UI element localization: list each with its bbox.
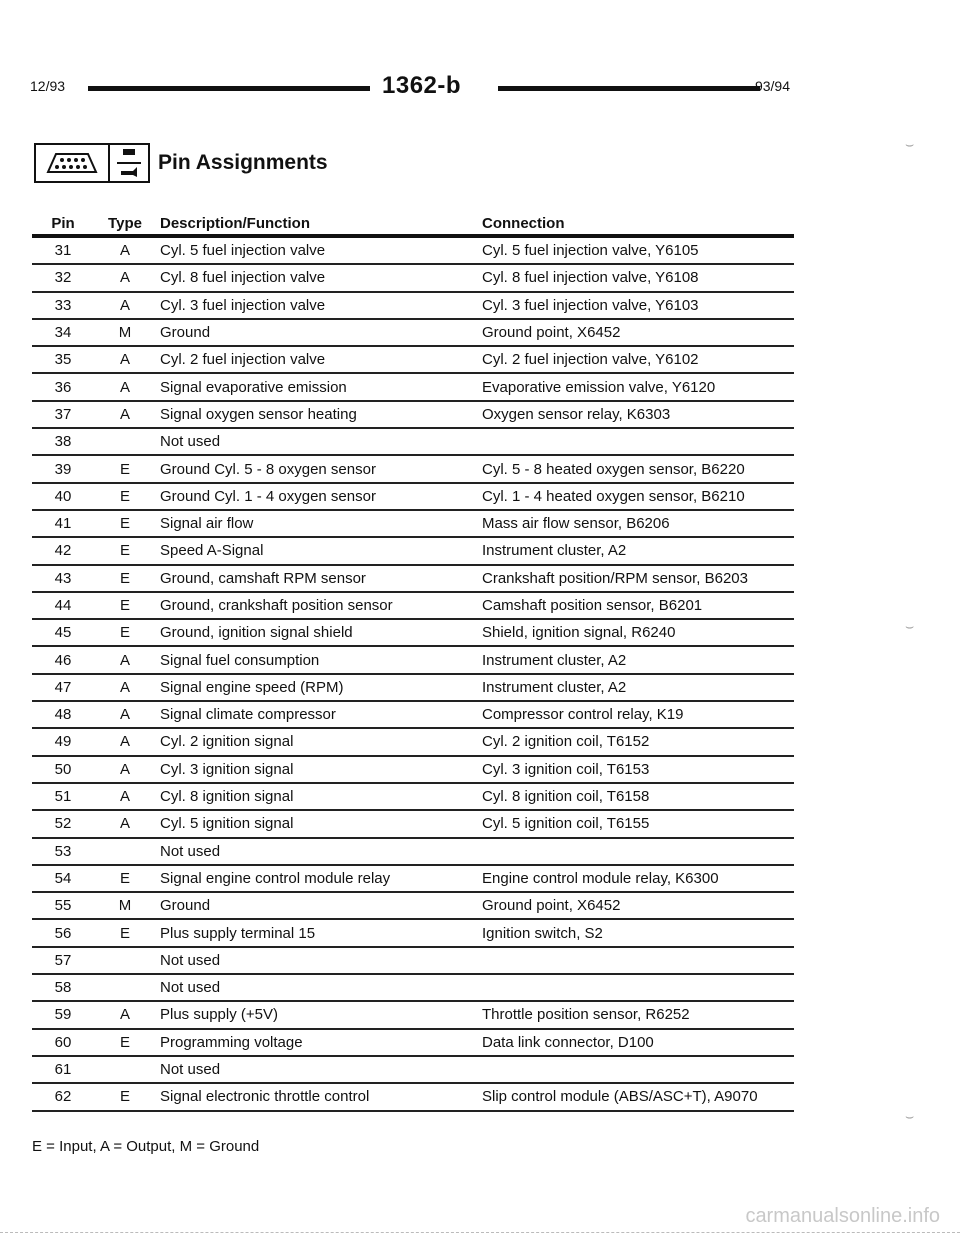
cell-type: E <box>119 515 130 533</box>
cell-type: E <box>119 869 130 887</box>
table-row <box>32 975 794 1002</box>
cell-pin: 48 <box>54 706 72 724</box>
cell-pin: 58 <box>54 979 72 997</box>
cell-type: M <box>118 324 132 342</box>
table-row <box>32 920 794 947</box>
cell-pin: 51 <box>54 788 72 806</box>
cell-description: Plus supply (+5V) <box>160 1006 278 1024</box>
cell-description: Cyl. 5 ignition signal <box>160 815 294 833</box>
column-header-type: Type <box>108 214 142 232</box>
cell-type: A <box>119 788 130 806</box>
cell-pin: 42 <box>54 542 72 560</box>
cell-connection: Cyl. 2 ignition coil, T6152 <box>482 733 650 751</box>
page-title: Pin Assignments <box>158 151 328 174</box>
table-row <box>32 702 794 729</box>
cell-connection: Cyl. 3 fuel injection valve, Y6103 <box>482 296 699 314</box>
page-number: 1362-b <box>382 72 462 99</box>
cell-type: E <box>119 487 130 505</box>
table-row <box>32 347 794 374</box>
cell-type: E <box>119 597 130 614</box>
cell-pin: 34 <box>54 324 72 342</box>
header-date-right: 93/94 <box>754 78 790 94</box>
cell-description: Programming voltage <box>160 1033 303 1051</box>
cell-description: Ground <box>160 324 211 342</box>
cell-description: Signal fuel consumption <box>160 651 320 669</box>
cell-connection: Camshaft position sensor, B6201 <box>482 597 703 614</box>
cell-connection: Throttle position sensor, R6252 <box>482 1006 690 1024</box>
cell-description: Not used <box>160 951 221 969</box>
cell-connection: Oxygen sensor relay, K6303 <box>482 405 671 423</box>
table-row <box>32 757 794 784</box>
cell-description: Not used <box>160 433 221 451</box>
table-row <box>32 511 794 538</box>
cell-connection: Slip control module (ABS/ASC+T), A9070 <box>482 1088 758 1106</box>
cell-pin: 38 <box>54 433 72 451</box>
cell-pin: 47 <box>54 678 72 696</box>
table-row <box>32 1084 794 1111</box>
cell-connection: Mass air flow sensor, B6206 <box>482 515 670 533</box>
table-row <box>32 647 794 674</box>
cell-pin: 32 <box>54 269 72 287</box>
cell-pin: 44 <box>54 597 72 614</box>
cell-pin: 56 <box>54 924 72 942</box>
cell-type: M <box>118 897 132 915</box>
table-row <box>32 429 794 456</box>
cell-description: Signal air flow <box>160 515 254 533</box>
table-row <box>32 1002 794 1029</box>
table-row <box>32 729 794 756</box>
cell-pin: 39 <box>54 460 72 478</box>
cell-type: A <box>119 378 130 396</box>
cell-description: Not used <box>160 1061 221 1079</box>
cell-pin: 59 <box>54 1006 72 1024</box>
cell-type: A <box>119 351 130 369</box>
cell-type: A <box>119 706 130 724</box>
cell-pin: 50 <box>54 760 72 778</box>
table-row <box>32 948 794 975</box>
cell-pin: 43 <box>54 569 72 587</box>
table-row <box>32 839 794 866</box>
table-row <box>32 675 794 702</box>
table-row <box>32 265 794 292</box>
cell-pin: 60 <box>54 1033 72 1051</box>
cell-description: Speed A-Signal <box>160 542 264 560</box>
cell-type: A <box>119 242 130 260</box>
cell-pin: 49 <box>54 733 72 751</box>
cell-connection: Instrument cluster, A2 <box>482 678 627 696</box>
cell-pin: 57 <box>54 951 72 969</box>
cell-type: A <box>119 815 130 833</box>
cell-connection: Cyl. 8 fuel injection valve, Y6108 <box>482 269 699 287</box>
cell-type: A <box>119 269 130 287</box>
cell-connection: Cyl. 2 fuel injection valve, Y6102 <box>482 351 699 369</box>
cell-pin: 52 <box>54 815 72 833</box>
table-header <box>32 212 794 238</box>
cell-description: Signal engine speed (RPM) <box>160 678 344 696</box>
cell-description: Signal electronic throttle control <box>160 1088 370 1106</box>
cell-pin: 53 <box>54 842 72 860</box>
cell-pin: 33 <box>54 296 72 314</box>
column-header-connection: Connection <box>482 214 565 232</box>
column-header-pin: Pin <box>51 214 75 232</box>
cell-connection: Ignition switch, S2 <box>482 924 603 942</box>
cell-description: Plus supply terminal 15 <box>160 924 316 942</box>
table-row <box>32 320 794 347</box>
ecu-connector-icon <box>34 143 110 183</box>
cell-type: E <box>119 460 130 478</box>
table-row <box>32 402 794 429</box>
table-row <box>32 484 794 511</box>
cell-pin: 37 <box>54 405 72 423</box>
cell-description: Signal oxygen sensor heating <box>160 405 357 423</box>
cell-description: Ground, crankshaft position sensor <box>160 597 393 614</box>
cell-description: Cyl. 8 fuel injection valve <box>160 269 326 287</box>
cell-type: A <box>119 1006 130 1024</box>
cell-type: A <box>119 733 130 751</box>
cell-pin: 40 <box>54 487 72 505</box>
cell-type: A <box>119 760 130 778</box>
cell-type: E <box>119 542 130 560</box>
cell-pin: 31 <box>54 242 72 260</box>
cell-connection: Cyl. 1 - 4 heated oxygen sensor, B6210 <box>482 487 745 505</box>
cell-pin: 62 <box>54 1088 72 1106</box>
cell-type: E <box>119 624 130 642</box>
cell-type: E <box>119 1033 130 1051</box>
cell-type: E <box>119 924 130 942</box>
table-row <box>32 1030 794 1057</box>
scan-mark: ⌣ <box>905 618 915 634</box>
cell-connection: Engine control module relay, K6300 <box>482 869 719 887</box>
cell-type: E <box>119 1088 130 1106</box>
plug-icon <box>110 143 150 183</box>
cell-connection: Ground point, X6452 <box>482 897 621 915</box>
type-legend: E = Input, A = Output, M = Ground <box>32 1138 260 1155</box>
cell-type: A <box>119 296 130 314</box>
cell-pin: 55 <box>54 897 72 915</box>
table-row <box>32 893 794 920</box>
header-date-left: 12/93 <box>30 78 66 94</box>
section-title-block <box>34 141 328 185</box>
cell-connection: Cyl. 5 ignition coil, T6155 <box>482 815 650 833</box>
cell-connection: Cyl. 8 ignition coil, T6158 <box>482 788 650 806</box>
scan-mark: ⌣ <box>905 136 915 152</box>
header-rule-left <box>88 86 370 91</box>
cell-connection: Cyl. 3 ignition coil, T6153 <box>482 760 650 778</box>
cell-description: Not used <box>160 842 221 860</box>
table-row <box>32 620 794 647</box>
cell-description: Cyl. 2 ignition signal <box>160 733 294 751</box>
header-rule-right <box>498 86 760 91</box>
cell-description: Cyl. 5 fuel injection valve <box>160 242 326 260</box>
table-row <box>32 566 794 593</box>
cell-description: Signal climate compressor <box>160 706 336 724</box>
cell-type: A <box>119 678 130 696</box>
cell-description: Cyl. 3 ignition signal <box>160 760 294 778</box>
cell-type: E <box>119 569 130 587</box>
scan-mark: ⌣ <box>905 1108 915 1124</box>
cell-pin: 61 <box>54 1061 72 1079</box>
cell-connection: Crankshaft position/RPM sensor, B6203 <box>482 569 748 587</box>
cell-description: Not used <box>160 979 221 997</box>
cell-type: A <box>119 651 130 669</box>
cell-description: Signal engine control module relay <box>160 869 391 887</box>
column-header-description: Description/Function <box>160 214 310 232</box>
cell-connection: Instrument cluster, A2 <box>482 651 627 669</box>
cell-description: Cyl. 2 fuel injection valve <box>160 351 326 369</box>
cell-description: Ground <box>160 897 211 915</box>
table-row <box>32 538 794 565</box>
cell-description: Ground, ignition signal shield <box>160 624 353 642</box>
cell-connection: Cyl. 5 fuel injection valve, Y6105 <box>482 242 699 260</box>
cell-description: Cyl. 8 ignition signal <box>160 788 294 806</box>
cell-connection: Evaporative emission valve, Y6120 <box>482 378 716 396</box>
cell-connection: Compressor control relay, K19 <box>482 706 684 724</box>
watermark: carmanualsonline.info <box>745 1205 940 1227</box>
cell-pin: 35 <box>54 351 72 369</box>
cell-type: A <box>119 405 130 423</box>
page-header <box>30 74 790 100</box>
cell-connection: Ground point, X6452 <box>482 324 621 342</box>
table-row <box>32 456 794 483</box>
cell-connection: Shield, ignition signal, R6240 <box>482 624 676 642</box>
pin-assignment-table <box>32 212 794 1112</box>
cell-pin: 36 <box>54 378 72 396</box>
cell-connection: Data link connector, D100 <box>482 1033 654 1051</box>
cell-connection: Instrument cluster, A2 <box>482 542 627 560</box>
cell-description: Ground Cyl. 5 - 8 oxygen sensor <box>160 460 376 478</box>
cell-pin: 54 <box>54 869 72 887</box>
table-body <box>32 238 794 1112</box>
scan-edge-line <box>0 1232 960 1233</box>
cell-description: Ground Cyl. 1 - 4 oxygen sensor <box>160 487 376 505</box>
cell-description: Ground, camshaft RPM sensor <box>160 569 366 587</box>
table-row <box>32 1057 794 1084</box>
table-row <box>32 238 794 265</box>
cell-pin: 46 <box>54 651 72 669</box>
table-row <box>32 374 794 401</box>
cell-description: Signal evaporative emission <box>160 378 347 396</box>
table-row <box>32 593 794 620</box>
cell-description: Cyl. 3 fuel injection valve <box>160 296 326 314</box>
cell-pin: 45 <box>54 624 72 642</box>
cell-pin: 41 <box>54 515 72 533</box>
table-row <box>32 293 794 320</box>
table-row <box>32 784 794 811</box>
table-row <box>32 811 794 838</box>
table-row <box>32 866 794 893</box>
cell-connection: Cyl. 5 - 8 heated oxygen sensor, B6220 <box>482 460 745 478</box>
